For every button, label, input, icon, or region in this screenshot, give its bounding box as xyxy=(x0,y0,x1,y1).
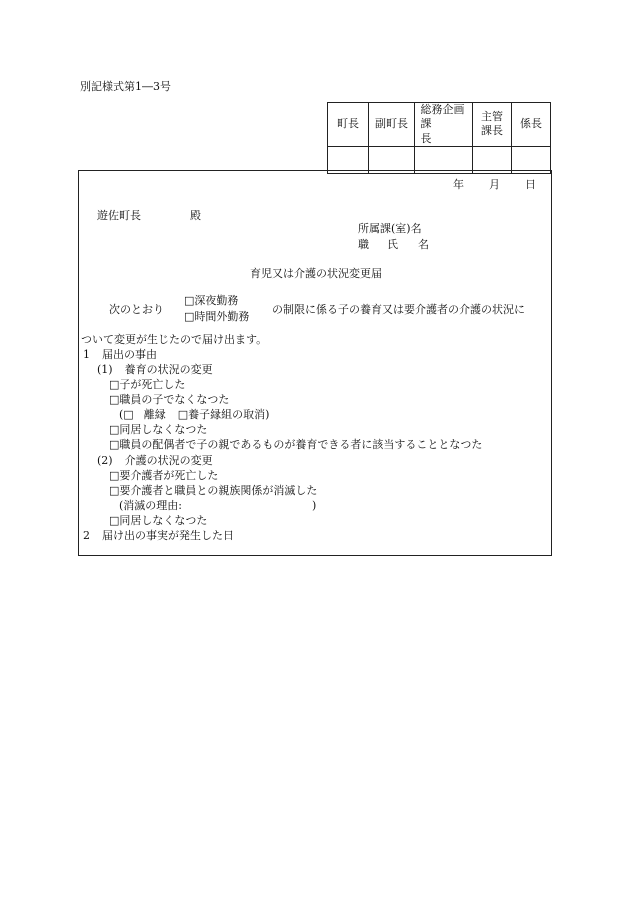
sub-1-item-not-child-label: 職員の子でなくなつた xyxy=(119,393,230,406)
intro-option-overtime-label: 時間外勤務 xyxy=(194,310,250,323)
addressee-name: 遊佐町長 xyxy=(97,209,141,222)
applicant-name-label-1: 職 xyxy=(358,238,369,251)
checkbox-spouse[interactable] xyxy=(109,438,119,451)
sub-2-title: 介護の状況の変更 xyxy=(124,454,213,467)
addressee-honorific: 殿 xyxy=(190,209,201,222)
checkbox-no-cohabit-2[interactable] xyxy=(109,514,119,527)
intro-option-late-night-label: 深夜勤務 xyxy=(194,294,239,307)
sub-1-item-not-child[interactable] xyxy=(109,393,229,407)
section-2-num: 2 xyxy=(83,529,90,542)
sub-2-num: (2) xyxy=(97,454,113,467)
section-1-heading xyxy=(83,348,157,362)
section-1-heading-text: 届出の事由 xyxy=(102,348,157,361)
sub-1-option-dissolution: 離縁 xyxy=(143,408,166,421)
applicant-department-label: 所属課(室)名 xyxy=(358,222,422,235)
sub-1-paren-open: ( xyxy=(119,408,124,421)
stamp-header-chief: 係長 xyxy=(512,103,551,147)
sub-1-item-spouse[interactable] xyxy=(109,438,482,452)
date-day: 日 xyxy=(525,178,536,191)
date-month: 月 xyxy=(489,178,500,191)
approval-stamp-table xyxy=(327,102,551,174)
intro-prefix: 次のとおり xyxy=(109,303,164,316)
stamp-header-general-affairs-top: 総務企画 xyxy=(420,103,465,116)
sub-2-item-care-died[interactable] xyxy=(109,469,218,483)
checkbox-no-cohabit-1[interactable] xyxy=(109,423,119,436)
sub-2-item-no-cohabit-label: 同居しなくなつた xyxy=(119,514,208,527)
sub-1-item-spouse-label: 職員の配偶者で子の親であるものが養育できる者に該当することとなつた xyxy=(119,438,483,451)
sub-1-option-adoption-cancel: 養子縁組の取消 xyxy=(188,408,266,421)
stamp-header-managing-bottom: 課長 xyxy=(481,124,503,138)
intro-option-late-night[interactable] xyxy=(184,294,238,308)
sub-2-reason-close: ) xyxy=(312,499,317,512)
stamp-header-general-affairs xyxy=(415,103,473,147)
stamp-header-general-affairs-cho: 長 xyxy=(420,131,432,145)
sub-1-num: (1) xyxy=(97,363,113,376)
sub-1-item-child-died-label: 子が死亡した xyxy=(119,378,186,391)
intro-continuation: ついて変更が生じたので届け出ます。 xyxy=(81,333,268,346)
sub-1-heading xyxy=(97,363,213,377)
checkbox-child-died[interactable] xyxy=(109,378,119,391)
sub-2-item-no-cohabit[interactable] xyxy=(109,514,207,528)
section-1-num: 1 xyxy=(83,348,90,361)
checkbox-overtime[interactable] xyxy=(184,310,194,323)
section-2-heading xyxy=(83,529,234,543)
stamp-header-managing-top: 主管 xyxy=(481,110,503,124)
checkbox-late-night[interactable] xyxy=(184,294,194,307)
sub-1-title: 養育の状況の変更 xyxy=(124,363,213,376)
form-number: 別記様式第1―3号 xyxy=(80,80,171,93)
sub-1-item-no-cohabit[interactable] xyxy=(109,423,207,437)
sub-1-item-no-cohabit-label: 同居しなくなつた xyxy=(119,423,208,436)
intro-option-overtime[interactable] xyxy=(184,310,249,324)
checkbox-care-died[interactable] xyxy=(109,469,119,482)
sub-1-item-child-died[interactable] xyxy=(109,378,185,392)
checkbox-relation-ended[interactable] xyxy=(109,484,119,497)
sub-1-paren-close: ) xyxy=(265,408,270,421)
section-2-heading-text: 届け出の事実が発生した日 xyxy=(102,529,234,542)
sub-2-reason-label: (消滅の理由: xyxy=(119,499,182,512)
checkbox-not-child[interactable] xyxy=(109,393,119,406)
stamp-header-general-affairs-ka: 課 xyxy=(420,117,432,131)
sub-2-item-relation-ended[interactable] xyxy=(109,484,317,498)
sub-1-paren-options xyxy=(119,408,269,422)
form-title: 育児又は介護の状況変更届 xyxy=(250,267,382,280)
sub-2-item-care-died-label: 要介護者が死亡した xyxy=(119,469,219,482)
date-year: 年 xyxy=(453,178,464,191)
checkbox-adoption-cancel[interactable] xyxy=(178,408,188,421)
applicant-name-label-2: 氏 xyxy=(387,238,398,251)
stamp-header-mayor: 町長 xyxy=(328,103,369,147)
sub-2-heading xyxy=(97,454,213,468)
applicant-name-label-3: 名 xyxy=(418,238,429,251)
sub-2-item-relation-ended-label: 要介護者と職員との親族関係が消滅した xyxy=(119,484,318,497)
stamp-header-managing-section xyxy=(473,103,512,147)
stamp-header-deputy-mayor: 副町長 xyxy=(369,103,415,147)
intro-suffix: の制限に係る子の養育又は要介護者の介護の状況に xyxy=(272,303,525,316)
checkbox-dissolution[interactable] xyxy=(123,408,133,421)
